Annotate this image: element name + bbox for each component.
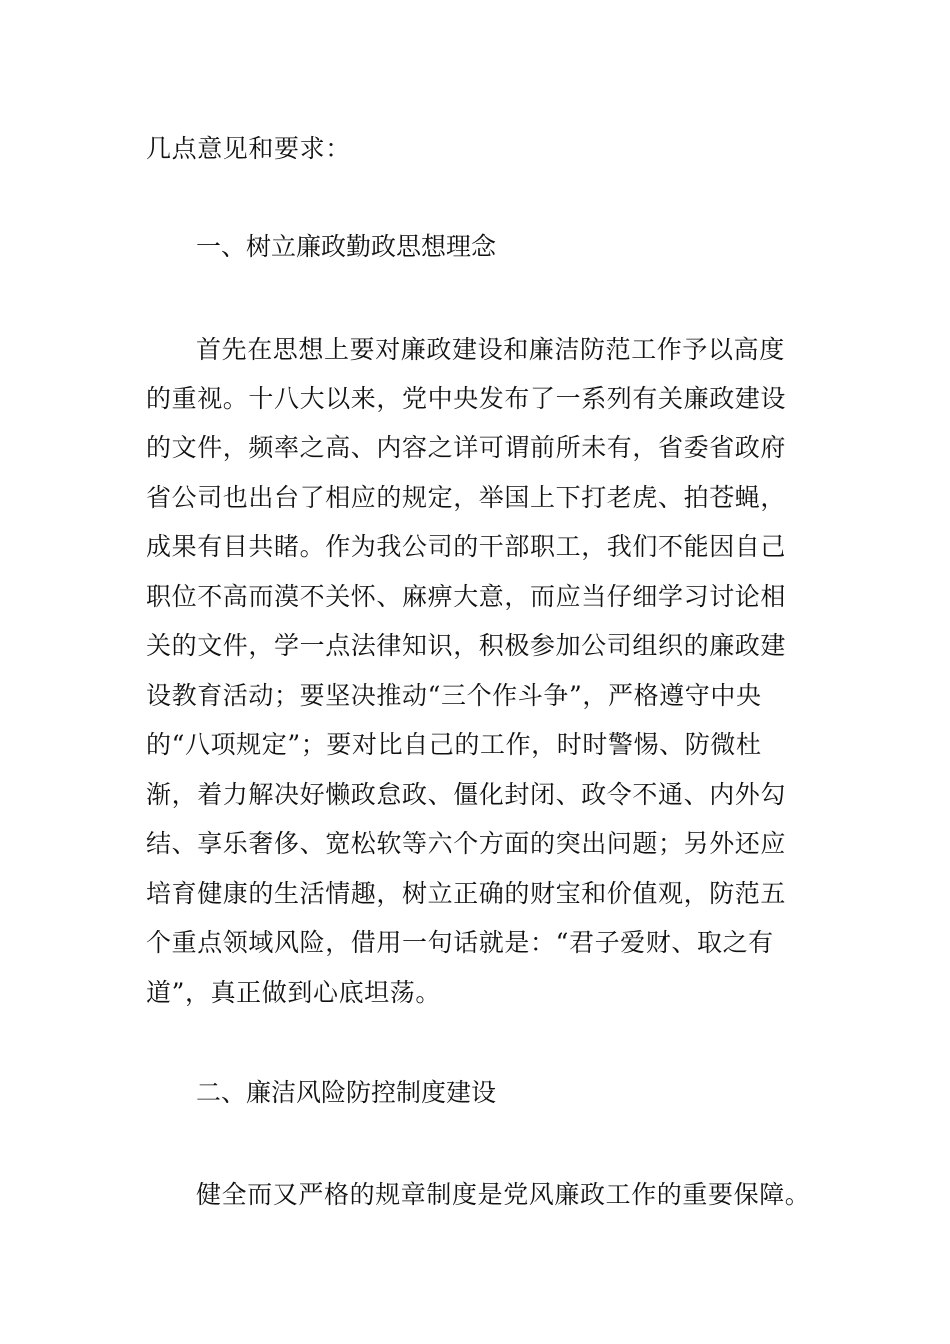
section-2-line-1: 健全而又严格的规章制度是党风廉政工作的重要保障。 [196,1180,811,1209]
section-1-heading: 一、树立廉政勤政思想理念 [196,232,497,261]
section-1-line-2: 的重视。十八大以来，党中央发布了一系列有关廉政建设 [146,384,787,413]
section-1-line-13: 个重点领域风险，借用一句话就是：“君子爱财、取之有 [146,928,774,957]
section-2-heading: 二、廉洁风险防控制度建设 [196,1078,497,1107]
section-1-line-10: 渐，着力解决好懒政怠政、僵化封闭、政令不通、内外勾 [146,780,787,809]
section-1-line-6: 职位不高而漠不关怀、麻痹大意，而应当仔细学习讨论相 [146,582,787,611]
section-1-line-12: 培育健康的生活情趣，树立正确的财宝和价值观，防范五 [146,879,787,908]
section-1-line-14: 道”，真正做到心底坦荡。 [146,978,441,1007]
section-1-line-9: 的“八项规定”；要对比自己的工作，时时警惕、防微杜 [146,730,762,759]
section-1-line-5: 成果有目共睹。作为我公司的干部职工，我们不能因自己 [146,532,787,561]
lead-line: 几点意见和要求： [146,134,351,163]
section-1-line-8: 设教育活动；要坚决推动“三个作斗争”，严格遵守中央 [146,681,762,710]
section-1-line-11: 结、享乐奢侈、宽松软等六个方面的突出问题；另外还应 [146,829,787,858]
section-1-line-3: 的文件，频率之高、内容之详可谓前所未有，省委省政府 [146,433,787,462]
section-1-line-1: 首先在思想上要对廉政建设和廉洁防范工作予以高度 [196,335,785,364]
section-1-line-4: 省公司也出台了相应的规定，举国上下打老虎、拍苍蝇， [146,483,787,512]
section-1-line-7: 关的文件，学一点法律知识，积极参加公司组织的廉政建 [146,631,787,660]
